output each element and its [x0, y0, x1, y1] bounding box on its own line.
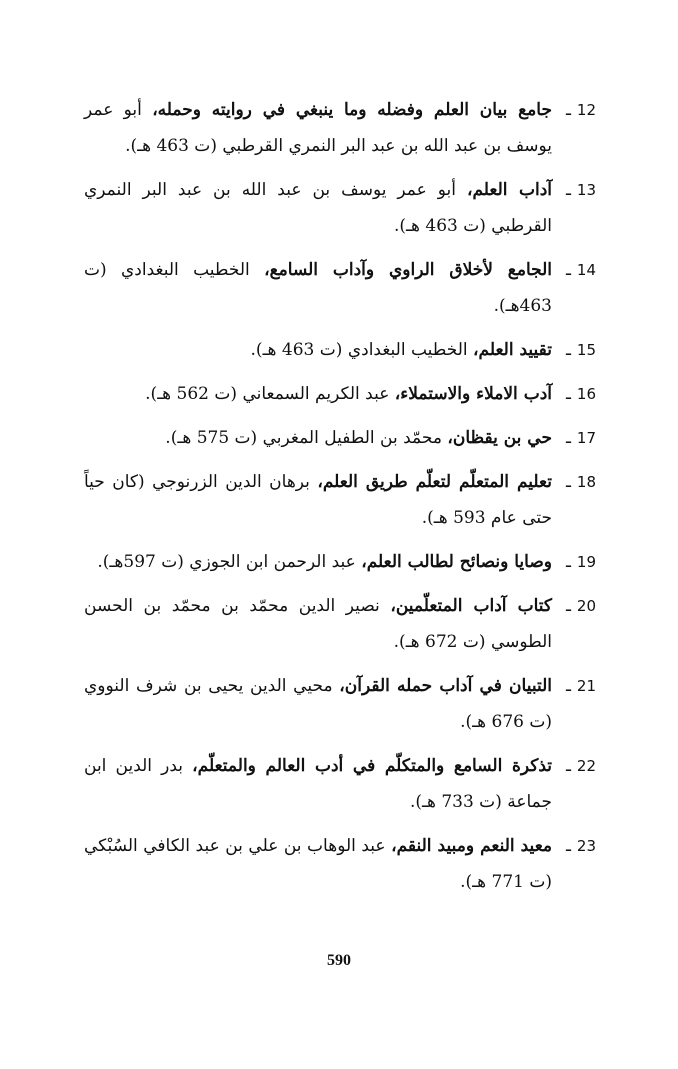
entry-title: آداب العلم، — [466, 180, 552, 200]
entry-details: نصير الدين محمّد بن محمّد بن الحسن الطوسي (ت 672 هـ). — [84, 596, 552, 652]
entry-details: عبد الرحمن ابن الجوزي (ت 597هـ). — [97, 552, 362, 572]
entry-title: جامع بيان العلم وفضله وما ينبغي في روايته وحمله، — [152, 100, 552, 120]
entry-details: عبد الوهاب بن علي بن عبد الكافي السُبْكي (ت 771 هـ). — [84, 836, 552, 892]
entry-details: عبد الكريم السمعاني (ت 562 هـ). — [145, 384, 395, 404]
page-number: 590 — [327, 952, 351, 969]
entry-dash: ـ — [566, 100, 571, 120]
entry-dash: ـ — [566, 756, 571, 776]
entry-details: برهان الدين الزرنوجي (كان حياً حتى عام 593 هـ). — [84, 472, 552, 528]
entry-title: معيد النعم ومبيد النقم، — [391, 836, 552, 856]
entry-dash: ـ — [566, 676, 571, 696]
list-item — [84, 668, 596, 740]
entry-number: 19 — [576, 553, 596, 571]
entry-title: كتاب آداب المتعلّمين، — [390, 596, 552, 616]
entry-details: بدر الدين ابن جماعة (ت 733 هـ). — [84, 756, 552, 812]
list-item — [84, 252, 596, 324]
list-item — [84, 748, 596, 820]
entry-title: تقييد العلم، — [473, 340, 552, 360]
entry-dash: ـ — [566, 428, 571, 448]
entry-number: 15 — [576, 341, 596, 359]
list-item — [84, 544, 596, 580]
entry-number: 17 — [576, 429, 596, 447]
entry-details: الخطيب البغدادي (ت 463هـ). — [84, 260, 552, 316]
entry-number: 14 — [576, 261, 596, 279]
entry-number: 16 — [576, 385, 596, 403]
entry-dash: ـ — [566, 260, 571, 280]
bibliography-list — [84, 92, 596, 908]
entry-title: تعليم المتعلّم لتعلّم طريق العلم، — [317, 472, 552, 492]
entry-details: أبو عمر يوسف بن عبد الله بن عبد البر النمري القرطبي (ت 463 هـ). — [84, 180, 552, 236]
entry-title: تذكرة السامع والمتكلّم في أدب العالم والمتعلّم، — [192, 756, 552, 776]
list-item — [84, 332, 596, 368]
entry-dash: ـ — [566, 384, 571, 404]
entry-dash: ـ — [566, 596, 571, 616]
entry-number: 22 — [576, 757, 596, 775]
entry-dash: ـ — [566, 472, 571, 492]
entry-dash: ـ — [566, 340, 571, 360]
entry-number: 18 — [576, 473, 596, 491]
list-item — [84, 464, 596, 536]
entry-title: وصايا ونصائح لطالب العلم، — [361, 552, 552, 572]
list-item — [84, 588, 596, 660]
entry-title: آدب الاملاء والاستملاء، — [394, 384, 552, 404]
entry-dash: ـ — [566, 180, 571, 200]
entry-number: 12 — [576, 101, 596, 119]
entry-number: 20 — [576, 597, 596, 615]
entry-details: محيي الدين يحيى بن شرف النووي (ت 676 هـ). — [84, 676, 552, 732]
entry-number: 23 — [576, 837, 596, 855]
entry-details: محمّد بن الطفيل المغربي (ت 575 هـ). — [165, 428, 448, 448]
entry-title: الجامع لأخلاق الراوي وآداب السامع، — [264, 260, 553, 280]
entry-number: 21 — [576, 677, 596, 695]
list-item — [84, 172, 596, 244]
entry-dash: ـ — [566, 552, 571, 572]
entry-dash: ـ — [566, 836, 571, 856]
list-item — [84, 376, 596, 412]
entry-details: أبو عمر يوسف بن عبد الله بن عبد البر النمري القرطبي (ت 463 هـ). — [84, 100, 552, 156]
list-item — [84, 420, 596, 456]
list-item — [84, 828, 596, 900]
list-item — [84, 92, 596, 164]
entry-title: التبيان في آداب حمله القرآن، — [339, 676, 552, 696]
entry-number: 13 — [576, 181, 596, 199]
entry-details: الخطيب البغدادي (ت 463 هـ). — [250, 340, 474, 360]
entry-title: حي بن يقظان، — [447, 428, 552, 448]
